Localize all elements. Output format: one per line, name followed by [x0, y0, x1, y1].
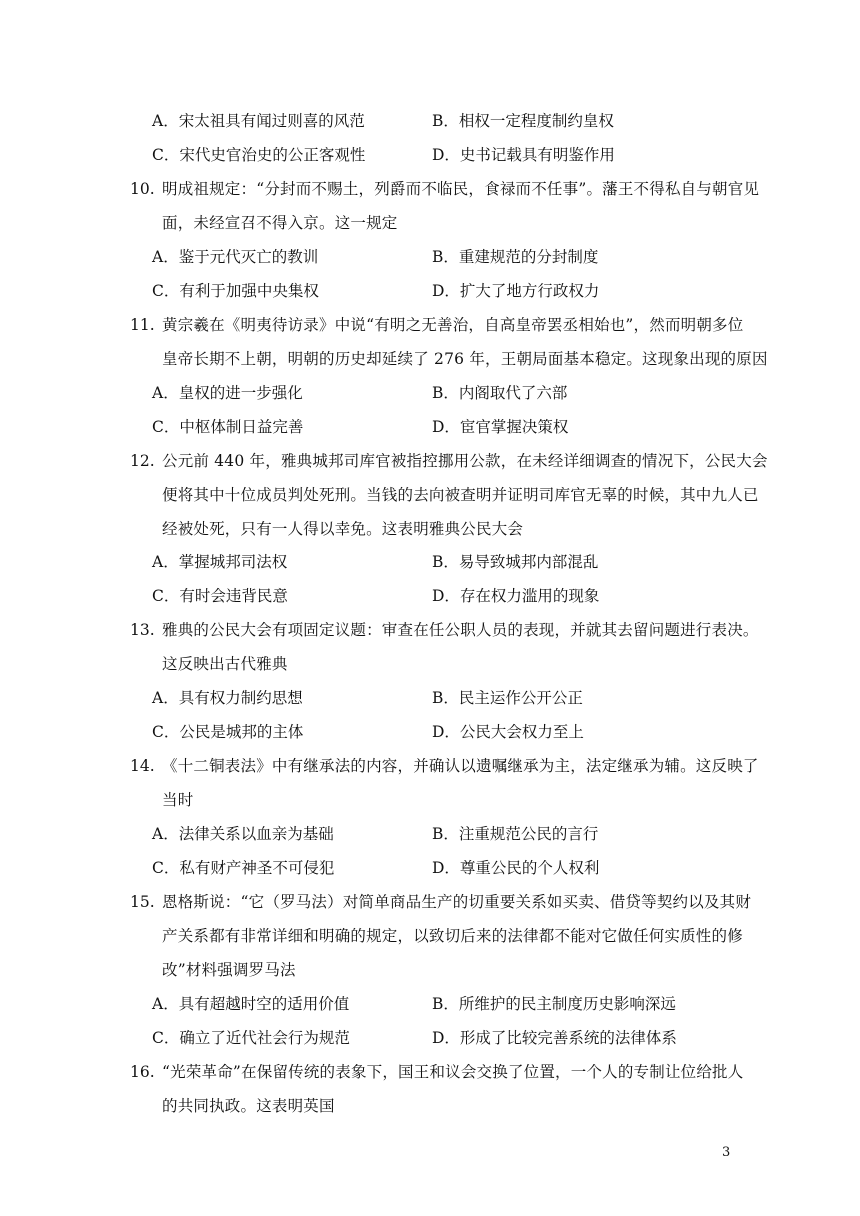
q14-option-b: B．注重规范公民的言行 — [432, 825, 599, 843]
q11-option-b: B．内阁取代了六部 — [432, 384, 568, 402]
q9-option-d: D．史书记载具有明鉴作用 — [432, 146, 615, 164]
q11-number: 11. — [130, 316, 155, 334]
q14-option-a: A．法律关系以血亲为基础 — [152, 825, 334, 843]
q14-option-d: D．尊重公民的个人权利 — [432, 859, 600, 877]
q13-option-c: C．公民是城邦的主体 — [152, 723, 304, 741]
q12-text-line3: 经被处死，只有一人得以幸免。这表明雅典公民大会 — [162, 520, 524, 538]
q15-text-line2: 产关系都有非常详细和明确的规定，以致切后来的法律都不能对它做任何实质性的修 — [162, 927, 743, 945]
q10-option-a: A．鉴于元代灭亡的教训 — [152, 248, 319, 266]
q15-option-a: A．具有超越时空的适用价值 — [152, 995, 350, 1013]
q12-number: 12. — [130, 452, 155, 470]
q12-option-d: D．存在权力滥用的现象 — [432, 587, 600, 605]
q13-text-line2: 这反映出古代雅典 — [162, 655, 288, 673]
q12-text-line2: 便将其中十位成员判处死刑。当钱的去向被查明并证明司库官无辜的时候，其中九人已 — [162, 486, 759, 504]
q9-option-c: C．宋代史官治史的公正客观性 — [152, 146, 366, 164]
q11-text-line1: 黄宗羲在《明夷待访录》中说“有明之无善治，自高皇帝罢丞相始也”，然而明朝多位 — [162, 316, 744, 334]
q12-text-line1: 公元前 440 年，雅典城邦司库官被指控挪用公款，在未经详细调查的情况下，公民大会 — [162, 452, 768, 470]
q15-option-d: D．形成了比较完善系统的法律体系 — [432, 1029, 677, 1047]
q14-text-line2: 当时 — [162, 791, 194, 809]
q11-text-line2: 皇帝长期不上朝，明朝的历史却延续了 276 年，王朝局面基本稳定。这现象出现的原因 — [162, 350, 768, 368]
q9-option-a: A．宋太祖具有闻过则喜的风范 — [152, 112, 365, 130]
q15-number: 15. — [130, 893, 155, 911]
q11-option-a: A．皇权的进一步强化 — [152, 384, 303, 402]
q14-option-c: C．私有财产神圣不可侵犯 — [152, 859, 335, 877]
q13-option-d: D．公民大会权力至上 — [432, 723, 584, 741]
q10-option-d: D．扩大了地方行政权力 — [432, 282, 600, 300]
q10-option-c: C．有利于加强中央集权 — [152, 282, 319, 300]
q15-option-c: C．确立了近代社会行为规范 — [152, 1029, 350, 1047]
q16-text-line1: “光荣革命”在保留传统的表象下，国王和议会交换了位置，一个人的专制让位给批人 — [162, 1063, 744, 1081]
q15-text-line1: 恩格斯说：“它（罗马法）对简单商品生产的切重要关系如买卖、借贷等契约以及其财 — [162, 893, 752, 911]
q12-option-b: B．易导致城邦内部混乱 — [432, 553, 599, 571]
q10-text-line1: 明成祖规定：“分封而不赐土，列爵而不临民，食禄而不任事”。藩王不得私自与朝官见 — [162, 180, 760, 198]
q13-option-a: A．具有权力制约思想 — [152, 689, 303, 707]
q10-number: 10. — [130, 180, 155, 198]
page-number: 3 — [722, 1145, 731, 1160]
q12-option-c: C．有时会违背民意 — [152, 587, 288, 605]
q10-text-line2: 面，未经宣召不得入京。这一规定 — [162, 214, 398, 232]
q15-option-b: B．所维护的民主制度历史影响深远 — [432, 995, 676, 1013]
q10-option-b: B．重建规范的分封制度 — [432, 248, 599, 266]
q14-number: 14. — [130, 757, 155, 775]
q13-number: 13. — [130, 621, 155, 639]
q14-text-line1: 《十二铜表法》中有继承法的内容，并确认以遗嘱继承为主，法定继承为辅。这反映了 — [162, 757, 759, 775]
q13-text-line1: 雅典的公民大会有项固定议题：审查在任公职人员的表现，并就其去留问题进行表决。 — [162, 621, 759, 639]
q16-number: 16. — [130, 1063, 155, 1081]
q9-option-b: B．相权一定程度制约皇权 — [432, 112, 614, 130]
q11-option-c: C．中枢体制日益完善 — [152, 418, 304, 436]
q13-option-b: B．民主运作公开公正 — [432, 689, 583, 707]
q12-option-a: A．掌握城邦司法权 — [152, 553, 288, 571]
q16-text-line2: 的共同执政。这表明英国 — [162, 1097, 335, 1115]
q15-text-line3: 改”材料强调罗马法 — [162, 961, 296, 979]
q11-option-d: D．宦官掌握决策权 — [432, 418, 569, 436]
